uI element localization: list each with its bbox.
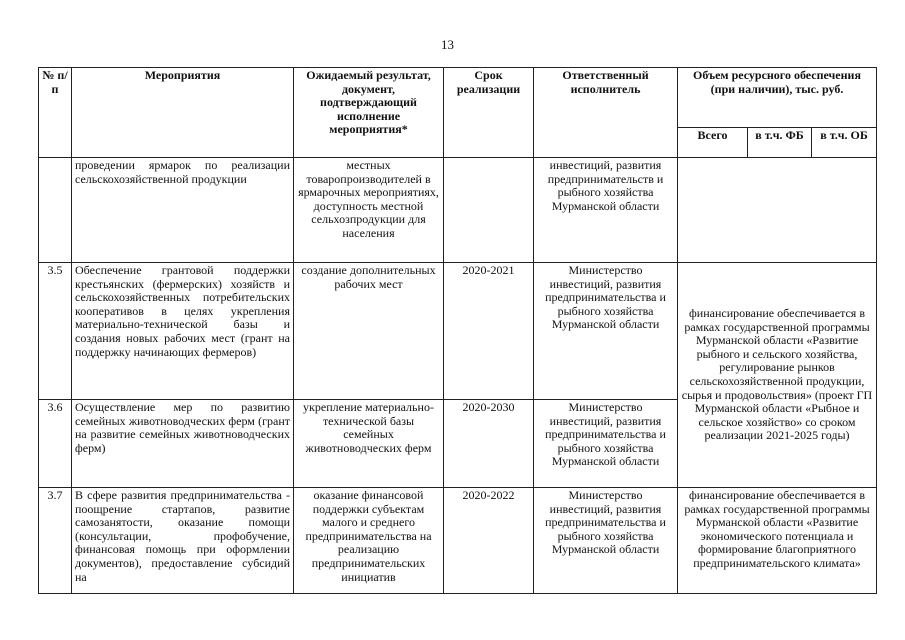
header-resources: Объем ресурсного обеспечения (при наличии), тыс. руб. <box>678 68 877 128</box>
header-executor: Ответственный исполнитель <box>534 68 678 158</box>
row-executor: инвестиций, развития предпринимательств и рыбного хозяйства Мурманской области <box>534 158 678 263</box>
row-activity: Осуществление мер по развитию семейных животноводческих ферм (грант на развитие семейных животноводческих ферм) <box>72 400 294 488</box>
header-num: № п/п <box>39 68 72 158</box>
row-activity: Обеспечение грантовой поддержки крестьянских (фермерских) хозяйств и сельскохозяйственных потребительских кооперативов в целях укрепления материально-технической базы и создания новых рабочих мест (грант на поддержку начинающих фермеров) <box>72 263 294 400</box>
row-num: 3.7 <box>39 488 72 594</box>
row-num <box>39 158 72 263</box>
header-total: Всего <box>678 128 748 158</box>
header-ob: в т.ч. ОБ <box>812 128 877 158</box>
row-activity: проведении ярмарок по реализации сельскохозяйственной продукции <box>72 158 294 263</box>
header-term: Срок реализации <box>444 68 534 158</box>
row-activity: В сфере развития предпринимательства - поощрение стартапов, развитие самозанятости, оказание помощи (консультации, профобучение, финансовая помощь при оформлении документов), предоставление субсидий на <box>72 488 294 594</box>
header-activities: Мероприятия <box>72 68 294 158</box>
row-term: 2020-2021 <box>444 263 534 400</box>
row-term: 2020-2030 <box>444 400 534 488</box>
row-executor: Министерство инвестиций, развития предпринимательства и рыбного хозяйства Мурманской области <box>534 488 678 594</box>
funding-note-agri: финансирование обеспечивается в рамках государственной программы Мурманской области «Развитие рыбного и сельского хозяйства, регулирование рынков сельскохозяйственной продукции, сырья и продовольствия» (проект ГП Мурманской области «Рыбное и сельское хозяйство» со сроком реализации 2021-2025 годы) <box>678 263 877 488</box>
row-num: 3.6 <box>39 400 72 488</box>
row-term: 2020-2022 <box>444 488 534 594</box>
page-number: 13 <box>441 37 454 52</box>
row-executor: Министерство инвестиций, развития предпринимательства и рыбного хозяйства Мурманской области <box>534 400 678 488</box>
row-result: укрепление материально-технической базы семейных животноводческих ферм <box>294 400 444 488</box>
header-result: Ожидаемый результат, документ, подтверждающий исполнение мероприятия* <box>294 68 444 158</box>
measures-table <box>38 67 877 594</box>
row-result: создание дополнительных рабочих мест <box>294 263 444 400</box>
row-num: 3.5 <box>39 263 72 400</box>
row-result: местных товаропроизводителей в ярмарочных мероприятиях, доступность местной сельхозпродукции для населения <box>294 158 444 263</box>
row-result: оказание финансовой поддержки субъектам малого и среднего предпринимательства на реализацию предпринимательских инициатив <box>294 488 444 594</box>
table-row <box>39 158 877 263</box>
funding-note-business: финансирование обеспечивается в рамках государственной программы Мурманской области «Развитие экономического потенциала и формирование благоприятного предпринимательского климата» <box>678 488 877 594</box>
table-row <box>39 263 877 400</box>
header-fb: в т.ч. ФБ <box>748 128 812 158</box>
row-executor: Министерство инвестиций, развития предпринимательства и рыбного хозяйства Мурманской области <box>534 263 678 400</box>
row-term <box>444 158 534 263</box>
table-row <box>39 488 877 594</box>
row-funding-empty <box>678 158 877 263</box>
